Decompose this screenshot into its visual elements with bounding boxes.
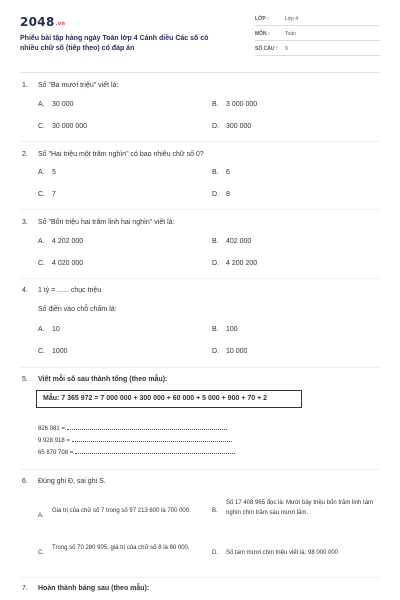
header-divider (20, 72, 380, 73)
meta-question-count (255, 44, 380, 56)
question-text: Hoàn thành bảng sau (theo mẫu): (38, 585, 150, 592)
question-1 (22, 82, 382, 132)
question-text: Đúng ghi Đ, sai ghi S. (38, 478, 106, 485)
divider (20, 278, 380, 279)
question-number: 4. (22, 287, 28, 294)
meta-subject (255, 29, 380, 41)
option-a[interactable]: A. 10 (38, 326, 60, 333)
fill-in-line[interactable] (38, 436, 232, 444)
question-number: 5. (22, 376, 28, 383)
option-d[interactable]: D. 10 000 (212, 348, 248, 355)
option-d[interactable]: D. 8 (212, 191, 230, 198)
question-4 (22, 287, 382, 357)
option-b[interactable]: B. 100 (212, 326, 238, 333)
question-number: 2. (22, 151, 28, 158)
question-number: 7. (22, 585, 28, 592)
meta-label: SỐ CÂU : (255, 46, 278, 52)
meta-value: Lớp 4 (285, 16, 299, 22)
fill-in-line[interactable] (38, 448, 235, 456)
question-6 (22, 478, 382, 573)
option-a[interactable]: A. 4 202 000 (38, 238, 84, 245)
fill-label: 9 928 918 = (38, 438, 70, 444)
question-text: 1 tỷ = ...... chục triệu (38, 287, 102, 294)
question-text: Số "Hai triệu một trăm nghìn" có bao nhiêu chữ số 0? (38, 151, 204, 158)
answer-blank[interactable] (67, 424, 227, 430)
divider (20, 367, 380, 368)
option-a[interactable]: A. 30 000 (38, 101, 74, 108)
answer-blank[interactable] (75, 448, 235, 454)
meta-class (255, 14, 380, 26)
page-header (0, 0, 400, 66)
question-3 (22, 219, 382, 269)
question-2 (22, 151, 382, 201)
document-title: Phiếu bài tập hàng ngày Toán lớp 4 Cánh diều Các số có nhiều chữ số (tiếp theo) có đáp án (20, 35, 209, 52)
option-d[interactable]: D. 300 000 (212, 123, 252, 130)
option-c[interactable]: C. 30 000 000 (38, 123, 88, 130)
option-c[interactable]: C. 7 (38, 191, 56, 198)
logo-suffix: .vn (55, 21, 66, 27)
example-box: Mẫu: 7 365 972 = 7 000 000 + 300 000 + 60 000 + 5 000 + 900 + 70 + 2 (36, 390, 302, 408)
option-c[interactable]: C. 1000 (38, 348, 68, 355)
divider (20, 141, 380, 142)
fill-label: 65 870 708 = (38, 450, 74, 456)
option-b[interactable]: B. 402 000 (212, 238, 252, 245)
question-5 (22, 376, 382, 464)
question-number: 6. (22, 478, 28, 485)
fill-in-line[interactable] (38, 424, 227, 432)
divider (20, 469, 380, 470)
meta-value: Toán (285, 31, 296, 37)
meta-label: MÔN : (255, 31, 270, 37)
question-7 (22, 585, 382, 597)
fill-label: 826 081 = (38, 426, 65, 432)
question-text: Số "Bốn triệu hai trăm linh hai nghìn" viết là: (38, 219, 175, 226)
meta-label: LỚP : (255, 16, 269, 22)
question-text: Số "Ba mươi triệu" viết là: (38, 82, 119, 89)
option-a[interactable]: A. Giá trị của chữ số 7 trong số 97 213 600 là 700 000. (38, 508, 191, 519)
option-c[interactable]: C. 4 020 000 (38, 260, 84, 267)
logo-text: 2048 (20, 15, 55, 29)
option-d[interactable]: D. 4 200 200 (212, 260, 258, 267)
meta-value: 9 (285, 46, 288, 52)
answer-blank[interactable] (72, 436, 232, 442)
divider (20, 209, 380, 210)
option-b[interactable]: B. 3 000 000 (212, 101, 258, 108)
divider (20, 577, 380, 578)
question-number: 3. (22, 219, 28, 226)
question-subtext: Số điền vào chỗ chấm là: (38, 306, 117, 313)
site-logo[interactable] (20, 15, 65, 29)
question-number: 1. (22, 82, 28, 89)
option-b[interactable]: B. 6 (212, 169, 230, 176)
option-d[interactable]: D. Số tám mươi chín triệu viết là: 98 000 000 (212, 550, 339, 556)
option-c[interactable]: C. Trong số 70 280 905, giá trị của chữ số 8 là 80 000. (38, 545, 190, 556)
option-b[interactable]: B. Số 17 408 965 đọc là: Mười bảy triệu bốn trăm linh tám nghìn chín trăm sáu mươi lăm. (212, 500, 374, 516)
option-a[interactable]: A. 5 (38, 169, 56, 176)
question-text: Viết mỗi số sau thành tổng (theo mẫu): (38, 376, 168, 383)
